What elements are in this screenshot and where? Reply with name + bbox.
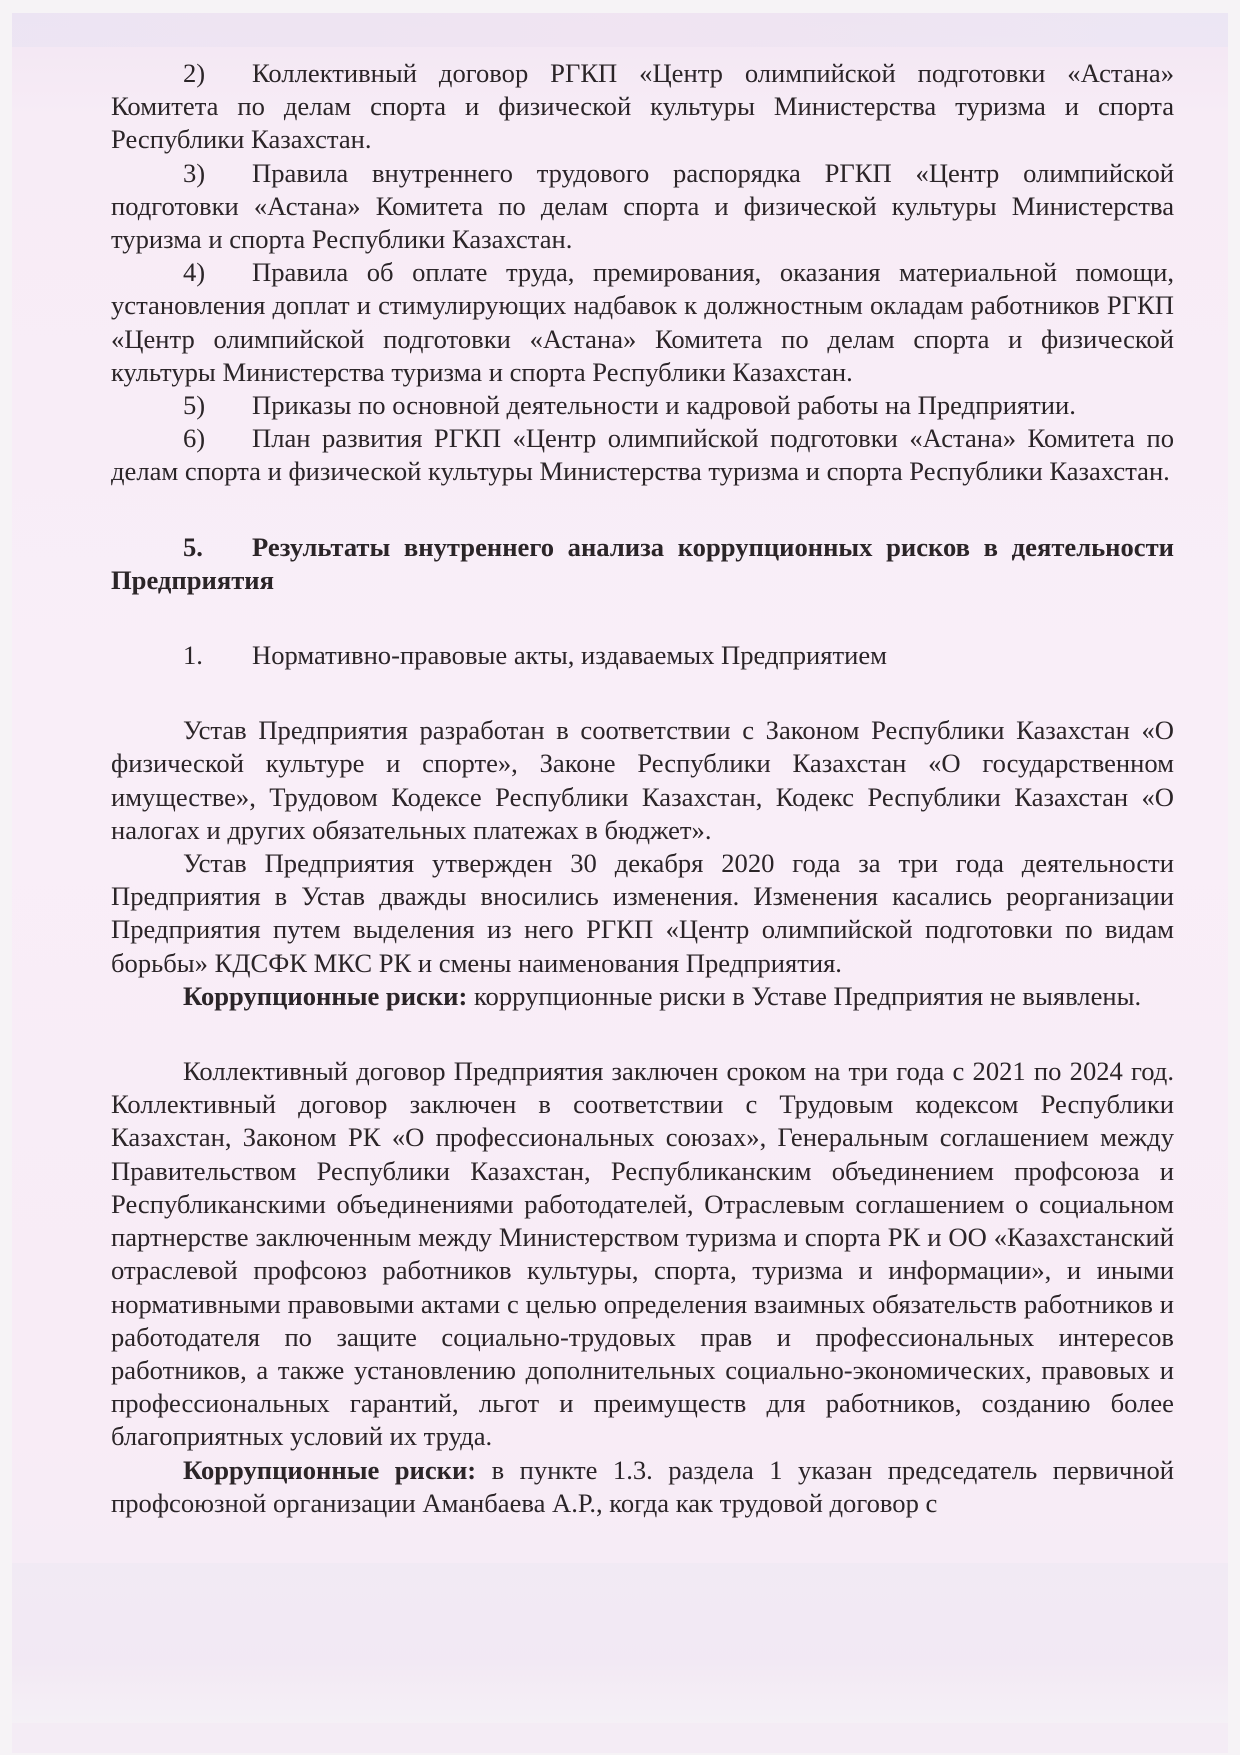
- subsection-number: 1.: [183, 640, 203, 671]
- subsection-heading: [111, 639, 1174, 672]
- spacer: [111, 597, 1174, 639]
- list-item-3: [111, 157, 1174, 257]
- section-heading: [111, 531, 1174, 597]
- subsection-title: Нормативно-правовые акты, издаваемых Предприятием: [252, 640, 888, 671]
- scan-bottom-shading: [12, 1563, 1228, 1723]
- risks-label: Коррупционные риски:: [183, 1454, 477, 1485]
- section-number: 5.: [183, 531, 203, 562]
- document-page: [111, 57, 1174, 1520]
- list-item-number: 4): [183, 257, 206, 288]
- section-title: Результаты внутреннего анализа коррупционных рисков в деятельности Предприятия: [111, 531, 1174, 595]
- paragraph-collective-agreement: Коллективный договор Предприятия заключен сроком на три года с 2021 по 2024 год. Коллективный договор заключен в соответствии с Трудовым кодексом Республики Казахстан, Законом РК «О профессиональных союзах», Генеральным соглашением между Правительством Республики Казахстан, Республиканским объединением профсоюза и Республиканскими объединениями работодателей, Отраслевым соглашением о социальном партнерстве заключенным между Министерством туризма и спорта РК и ОО «Казахстанский отраслевой профсоюз работников культуры, спорта, туризма и информации», и иными нормативными правовыми актами с целью определения взаимных обязательств работников и работодателя по защите социально-трудовых прав и профессиональных интересов работников, а также установлению дополнительных социально-экономических, правовых и профессиональных гарантий, льгот и преимуществ для работников, созданию более благоприятных условий их труда.: [111, 1056, 1174, 1452]
- list-item-5: [111, 389, 1174, 422]
- paragraph-charter-risks: [111, 980, 1174, 1013]
- risks-text: коррупционные риски в Уставе Предприятия не выявлены.: [467, 980, 1142, 1011]
- spacer: [111, 672, 1174, 714]
- spacer: [111, 1013, 1174, 1055]
- list-item-number: 3): [183, 157, 206, 188]
- list-item-text: Коллективный договор РГКП «Центр олимпийской подготовки «Астана» Комитета по делам спорта и физической культуры Министерства туризма и спорта Республики Казахстан.: [111, 58, 1174, 155]
- list-item-text: Правила об оплате труда, премирования, оказания материальной помощи, установления доплат и стимулирующих надбавок к должностным окладам работников РГКП «Центр олимпийской подготовки «Астана» Комитета по делам спорта и физической культуры Министерства туризма и спорта Республики Казахстан.: [111, 257, 1174, 387]
- list-item-4: [111, 256, 1174, 389]
- list-item-6: [111, 422, 1174, 488]
- list-item-number: 2): [183, 58, 206, 88]
- paragraph-charter-basis: Устав Предприятия разработан в соответствии с Законом Республики Казахстан «О физической культуре и спорте», Законе Республики Казахстан «О государственном имуществе», Трудовом Кодексе Республики Казахстан, Кодекс Республики Казахстан «О налогах и других обязательных платежах в бюджет».: [111, 715, 1174, 845]
- list-item-text: Правила внутреннего трудового распорядка РГКП «Центр олимпийской подготовки «Астана» Комитета по делам спорта и физической культуры Министерства туризма и спорта Республики Казахстан.: [111, 157, 1174, 255]
- list-item-number: 6): [183, 423, 206, 454]
- list-item-text: План развития РГКП «Центр олимпийской подготовки «Астана» Комитета по делам спорта и физической культуры Министерства туризма и спорта Республики Казахстан.: [111, 423, 1174, 487]
- scan-top-shading: [12, 13, 1228, 47]
- paragraph-charter-approval: Устав Предприятия утвержден 30 декабря 2020 года за три года деятельности Предприятия в Устав дважды вносились изменения. Изменения касались реорганизации Предприятия путем выделения из него РГКП «Центр олимпийской подготовки по видам борьбы» КДСФК МКС РК и смены наименования Предприятия.: [111, 848, 1174, 978]
- list-item-text: Приказы по основной деятельности и кадровой работы на Предприятии.: [252, 390, 1076, 421]
- spacer: [111, 489, 1174, 531]
- paragraph-agreement-risks: [111, 1454, 1174, 1520]
- list-item-2: [111, 57, 1174, 157]
- risks-label: Коррупционные риски:: [183, 980, 468, 1011]
- list-item-number: 5): [183, 390, 206, 421]
- risks-text: в пункте 1.3. раздела 1 указан председатель первичной профсоюзной организации Аманбаева А.Р., когда как трудовой договор с: [111, 1454, 1174, 1518]
